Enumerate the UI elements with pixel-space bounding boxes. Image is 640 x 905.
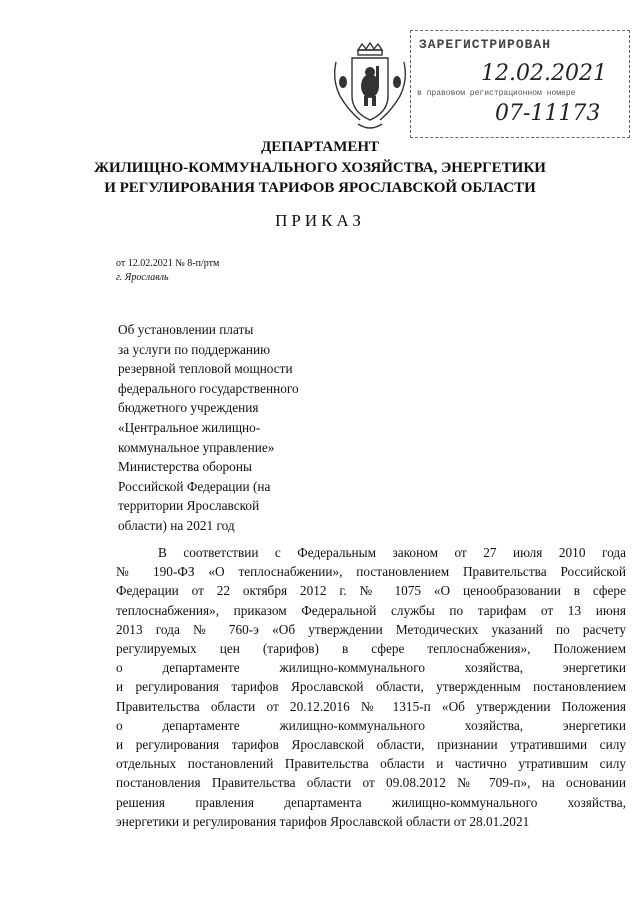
subject-line: резервной тепловой мощности <box>118 361 293 377</box>
body-line: о департаменте жилищно-коммунального хозяйства, энергетики <box>116 660 626 676</box>
department-title-line2: ЖИЛИЩНО-КОММУНАЛЬНОГО ХОЗЯЙСТВА, ЭНЕРГЕТИКИ <box>94 160 546 176</box>
body-line: № 190-ФЗ «О теплоснабжении», постановлением Правительства Российской <box>116 564 626 580</box>
body-paragraph <box>116 543 626 831</box>
body-line: постановления Правительства области от 09.08.2012 № 709-п», на основании <box>116 775 626 791</box>
body-line: В соответствии с Федеральным законом от 27 июля 2010 года <box>158 545 626 560</box>
subject-line: Об установлении платы <box>118 322 254 337</box>
subject-line: коммунальное управление» <box>118 439 275 455</box>
registration-stamp <box>410 30 630 138</box>
subject-line: за услуги по поддержанию <box>118 341 271 357</box>
document-type: ПРИКАЗ <box>275 211 365 230</box>
stamp-note: в правовом регистрационном номере <box>417 89 576 98</box>
body-line: теплоснабжения», приказом Федеральной службы по тарифам от 13 июня <box>116 602 626 618</box>
stamp-number: 07-11173 <box>495 101 601 126</box>
body-line: энергетики и регулирования тарифов Ярославской области от 28.01.2021 <box>116 813 530 829</box>
stamp-title: ЗАРЕГИСТРИРОВАН <box>419 37 552 52</box>
subject-line: территории Ярославской <box>118 498 260 514</box>
body-line: и регулирования тарифов Ярославской области, признании утратившими силу <box>116 737 626 753</box>
body-line: отдельных постановлений Правительства области и частично утратившим силу <box>116 756 626 772</box>
city: г. Ярославль <box>116 272 169 283</box>
department-title-line3: И РЕГУЛИРОВАНИЯ ТАРИФОВ ЯРОСЛАВСКОЙ ОБЛАСТИ <box>104 180 536 196</box>
subject-block <box>118 320 299 536</box>
body-line: решения правления департамента жилищно-коммунального хозяйства, <box>116 794 626 810</box>
body-line: и регулирования тарифов Ярославской области, утвержденным постановлением <box>116 679 626 695</box>
body-line: регулируемых цен (тарифов) в сфере теплоснабжения», Положением <box>116 641 626 657</box>
subject-line: области) на 2021 год <box>118 517 235 533</box>
department-title-line1: ДЕПАРТАМЕНТ <box>260 139 380 155</box>
subject-line: бюджетного учреждения <box>118 400 259 416</box>
body-line: Федерации от 22 октября 2012 г. № 1075 «О ценообразовании в сфере <box>116 583 626 599</box>
subject-line: «Центральное жилищно- <box>118 419 261 435</box>
body-line: Правительства области от 20.12.2016 № 1315-п «Об утверждении Положения <box>116 698 626 714</box>
subject-line: федерального государственного <box>118 380 299 396</box>
body-line: о департаменте жилищно-коммунального хозяйства, энергетики <box>116 717 626 733</box>
subject-line: Российской Федерации (на <box>118 478 271 494</box>
stamp-date: 12.02.2021 <box>481 61 607 86</box>
coat-of-arms-icon <box>330 40 410 136</box>
subject-line: Министерства обороны <box>118 459 252 475</box>
date-number: от 12.02.2021 № 8-п/ртм <box>116 258 220 269</box>
body-line: 2013 года № 760-э «Об утверждении Методических указаний по расчету <box>116 621 626 637</box>
